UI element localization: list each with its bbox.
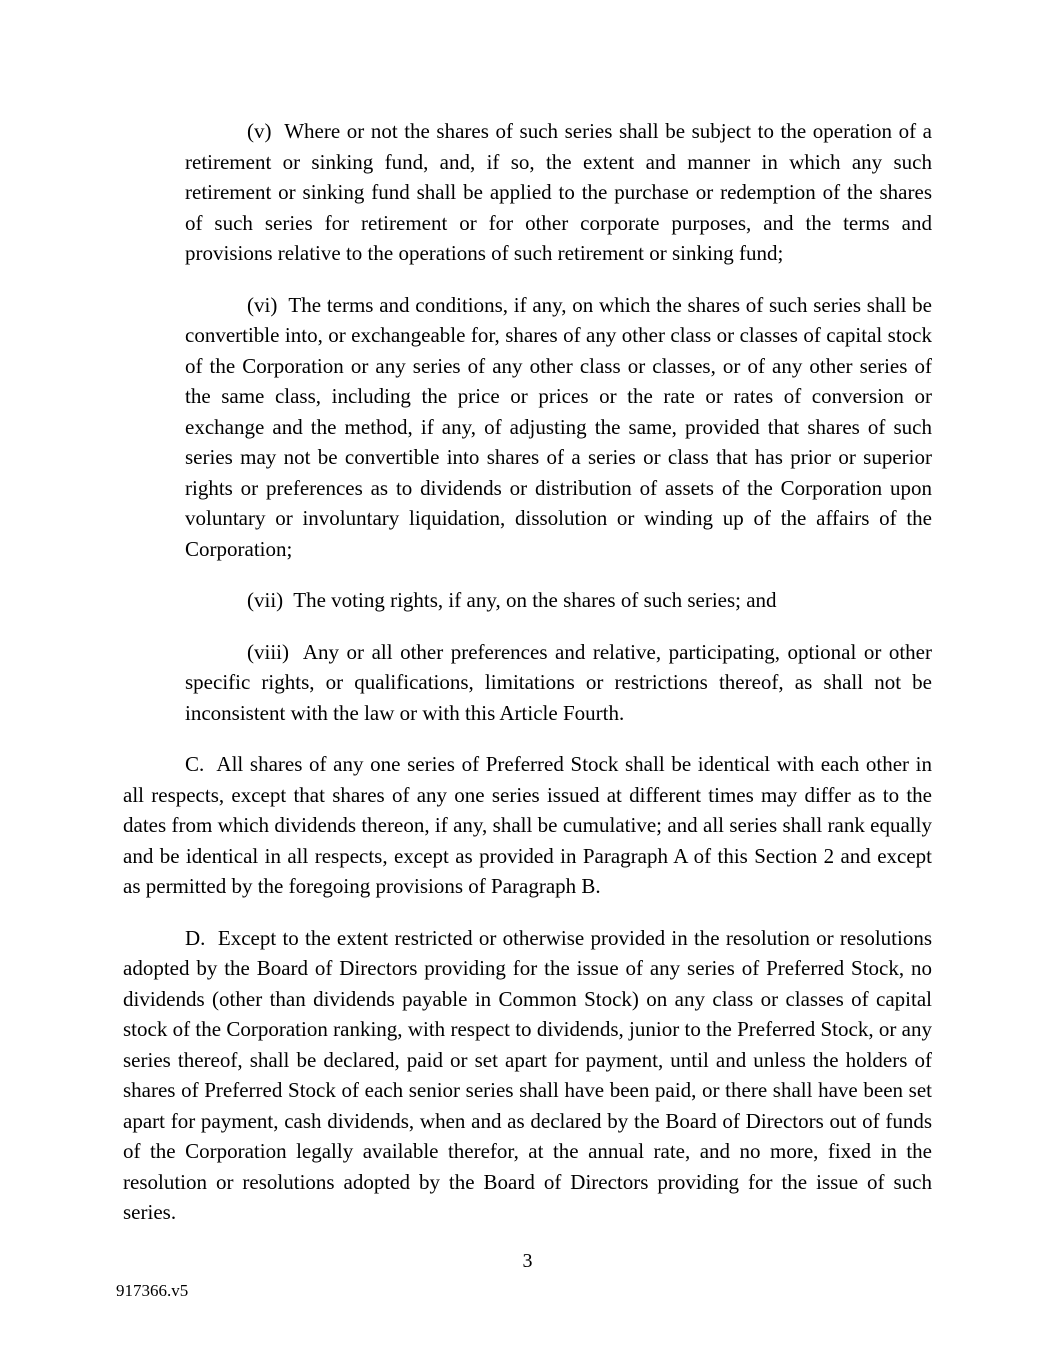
paragraph-d: D. Except to the extent restricted or otherwise provided in the resolution or resolutions adopted by the Board of Directors providing for the issue of any series of Preferred Stock, no dividends (other than dividends payable in Common Stock) on any class or classes of capital stock of the Corporation ranking, with respect to dividends, junior to the Preferred Stock, or any series thereof, shall be declared, paid or set apart for payment, until and unless the holders of shares of Preferred Stock of each senior series shall have been paid, or there shall have been set apart for payment, cash dividends, when and as declared by the Board of Directors out of funds of the Corporation legally available therefor, at the annual rate, and no more, fixed in the resolution or resolutions adopted by the Board of Directors providing for the issue of such series. [123,925,932,1224]
paragraph-v: (v) Where or not the shares of such series shall be subject to the operation of a retirement or sinking fund, and, if so, the extent and manner in which any such retirement or sinking fund shall be applied to the purchase or redemption of the shares of such series for retirement or for other corporate purposes, and the terms and provisions relative to the operations of such retirement or sinking fund; [185,119,932,265]
page-number: 3 [522,1250,533,1272]
paragraph-c: C. All shares of any one series of Preferred Stock shall be identical with each other in all respects, except that shares of any one series issued at different times may differ as to the dates from which dividends thereon, if any, shall be cumulative; and all series shall rank equally and be identical in all respects, except as provided in Paragraph A of this Section 2 and except as permitted by the foregoing provisions of Paragraph B. [123,752,932,898]
paragraph-viii: (viii) Any or all other preferences and relative, participating, optional or other specific rights, or qualifications, limitations or restrictions thereof, as shall not be inconsistent with the law or with this Article Fourth. [185,639,932,725]
document-id-footer: 917366.v5 [116,1281,189,1300]
document-body [123,116,932,1249]
paragraph-vii: (vii) The voting rights, if any, on the shares of such series; and [247,588,777,612]
paragraph-vi: (vi) The terms and conditions, if any, on which the shares of such series shall be convertible into, or exchangeable for, shares of any other class or classes of capital stock of the Corporation or any series of any other class or classes, or of any other series of the same class, including the price or prices or the rate or rates of conversion or exchange and the method, if any, of adjusting the same, provided that shares of such series may not be convertible into shares of a series or class that has prior or superior rights or preferences as to dividends or distribution of assets of the Corporation upon voluntary or involuntary liquidation, dissolution or winding up of the affairs of the Corporation; [185,292,932,561]
